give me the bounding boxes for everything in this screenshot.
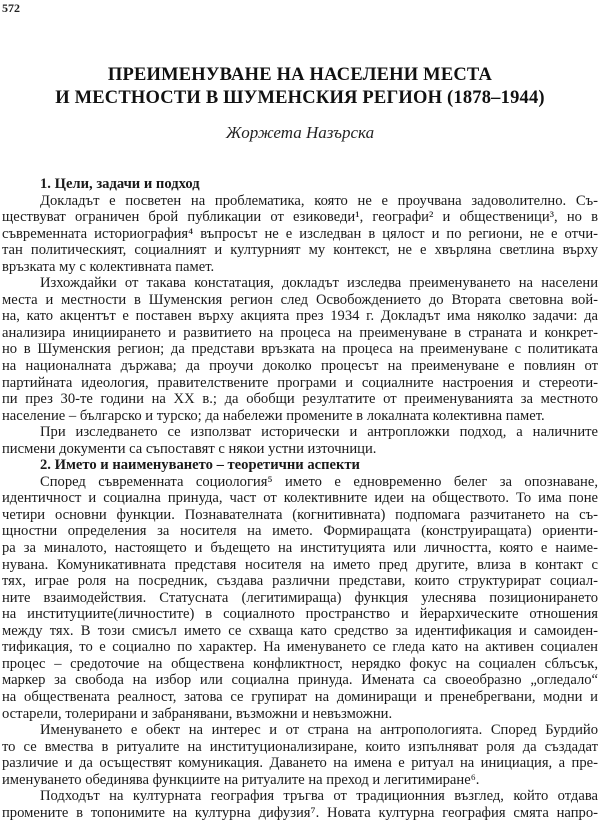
text-line: партийната идеология, правителствените програми и социалните настроения и стереоти- xyxy=(2,374,598,391)
text-line: При изследването се използват исторически и антропложки подход, а наличните xyxy=(40,424,598,441)
article-body xyxy=(2,176,598,821)
text-line: четири основни функции. Познавателната (когнитивната) подпомага разчитането на съ- xyxy=(2,506,598,523)
text-line: съвременната историография⁴ въпросът не е изследван в цялост и по региони, не е отчи- xyxy=(2,225,598,242)
text-line: тификация, то е социално по характер. На именуването се гледа като на активен социален xyxy=(2,639,598,656)
article-title xyxy=(0,64,600,110)
text-line: тях, играе роля на посредник, създава различни представи, които структурират социал- xyxy=(2,573,598,590)
text-line: между тях. В този смисъл името се схваща като средство за идентификация и самоиден- xyxy=(2,622,598,639)
title-line-2: И МЕСТНОСТИ В ШУМЕНСКИЯ РЕГИОН (1878–1944) xyxy=(55,88,545,108)
text-line: ществуват ограничен брой публикации от езиковеди¹, географи² и общественици³, но в xyxy=(2,209,598,226)
author-name: Жоржета Назърска xyxy=(225,123,375,142)
text-line: то се вмества в ритуалите на институционализиране, които изпълняват роля да създадат xyxy=(2,738,598,755)
text-line: Изхождайки от такава констатация, докладът изследва преименуването на населени xyxy=(40,275,598,292)
text-line: нувана. Комуникативната представя носителя на името пред другите, влиза в контакт с xyxy=(2,556,598,573)
text-line: Подходът на културната география тръгва от традиционния възглед, който отдава xyxy=(40,788,598,805)
title-line-1: ПРЕИМЕНУВАНЕ НА НАСЕЛЕНИ МЕСТА xyxy=(107,65,493,85)
text-line: Според съвременната социология⁵ името е едновременно белег за опознаване, xyxy=(40,473,598,490)
text-line: но в Шуменския регион; да представи връзката на процеса на преименуване с политиката xyxy=(2,341,598,358)
text-line: на, като акцентът е поставен върху акцията през 1934 г. Докладът има няколко задачи: да xyxy=(2,308,598,325)
text-line: идентичност и социална принуда, част от колективните идеи на обществото. То има поне xyxy=(2,490,598,507)
text-line: различие и да осъществят комуникация. Даването на имена е ритуал на инициация, а пре- xyxy=(2,755,598,772)
text-line: остарели, толерирани и забранявани, възможни и невъзможни. xyxy=(2,705,393,722)
section-heading: 1. Цели, задачи и подход xyxy=(40,176,200,192)
text-line: Докладът е посветен на проблематика, която не е проучвана задоволително. Съ- xyxy=(40,192,598,209)
text-line: именуването обединява функциите на ритуалите на преход и легитимиране⁶. xyxy=(2,771,480,788)
text-line: връзката му с колективната памет. xyxy=(2,258,215,275)
text-line: маркер за свобода на избор или социална принуда. Имената са своеобразно „огледало“ xyxy=(2,672,598,689)
text-line: на институциите(личностите) в социалното пространство и йерархическите отношения xyxy=(2,606,598,623)
text-line: ните взаимодействия. Статусната (легитимираща) функция улеснява позиционирането xyxy=(2,589,598,606)
text-line: на националната държава; да проучи доколко процесът на преименуване е повлиян от xyxy=(2,358,598,375)
text-line: население – българско и турско; да набележи промените в локалната колективна памет. xyxy=(2,407,545,424)
text-line: на обществената реалност, затова се групират на доминиращи и пренебрегвани, модни и xyxy=(2,688,598,705)
text-line: места и местности в Шуменския регион след Освобождението до Втората световна вой- xyxy=(2,291,598,308)
page-number: 572 xyxy=(2,1,20,15)
text-line: ра за миналото, настоящето и бъдещето на институцията или личността, която е наиме- xyxy=(2,540,598,557)
text-line: пи през 30-те години на XX в.; да обобщи резултатите от преименуванията за местното xyxy=(2,391,598,408)
text-line: писмени документи са съпоставят с някои устни източници. xyxy=(2,440,377,457)
text-line: промените в топонимите на културна дифузия⁷. Новата културна география смята напро- xyxy=(2,804,598,821)
text-line: щностни определения за носителя на името. Формиращата (конструиращата) ориенти- xyxy=(2,523,598,540)
text-line: тан политическият, социалният и културният му контекст, не е хвърляна светлина върху xyxy=(2,242,598,259)
text-line: анализира инициирането и развитието на процеса на преименуване в страната и конкрет- xyxy=(2,324,598,341)
text-line: Именуването е обект на интерес и от страна на антропологията. Според Бурдийо xyxy=(40,722,598,739)
section-heading: 2. Името и наименуването – теоретични аспекти xyxy=(40,457,360,474)
text-line: процес – средоточие на обществена конфликтност, нерядко фокус на социален сблъсък, xyxy=(2,655,598,672)
